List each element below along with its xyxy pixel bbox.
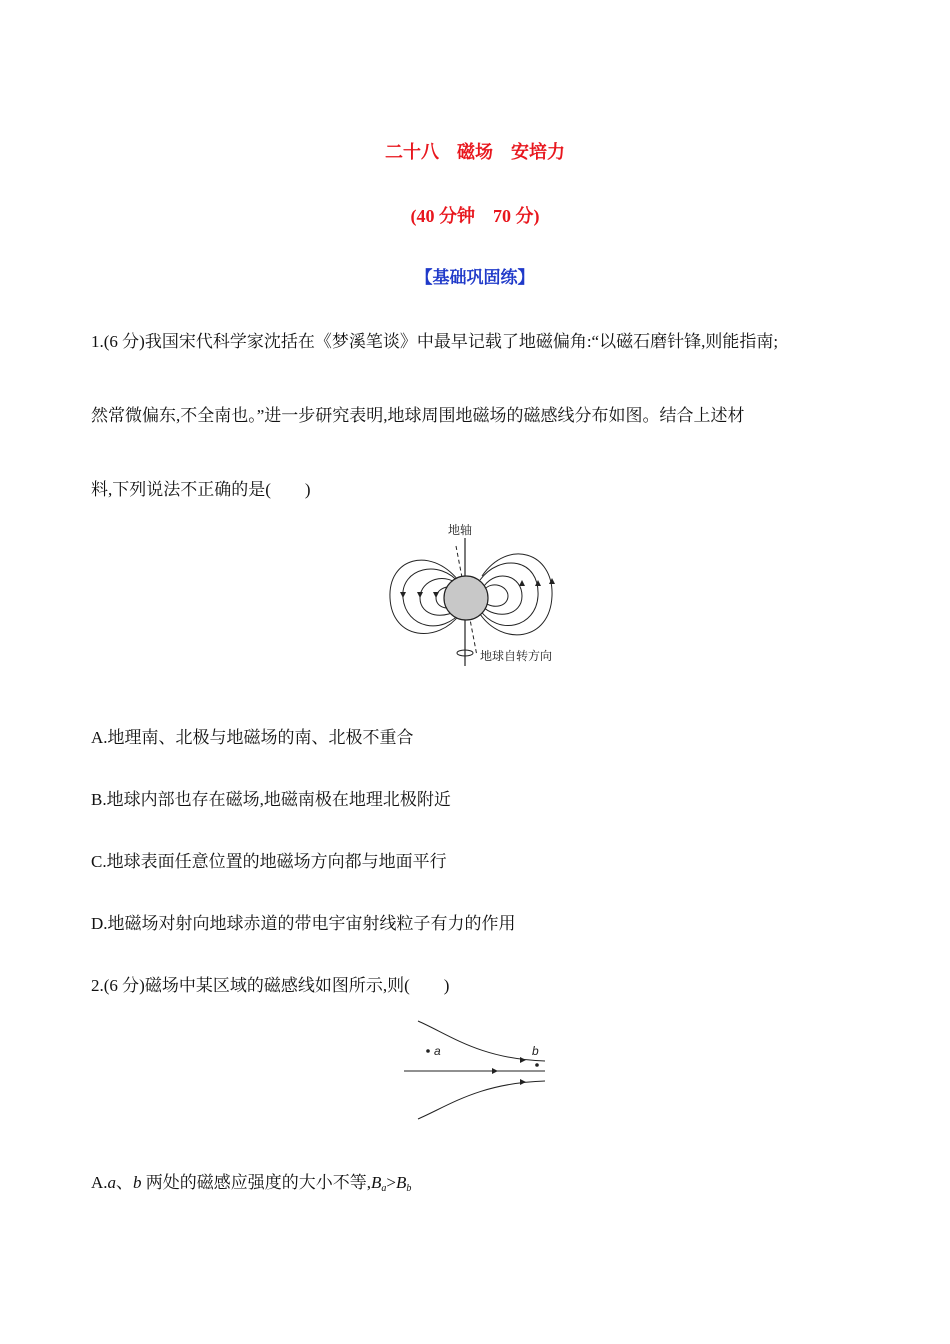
point-a-label: a [434,1044,441,1058]
earth-magnetic-field-figure [380,518,580,673]
option-prefix: A. [91,1173,108,1192]
q1-stem-line-1: 1.(6 分)我国宋代科学家沈括在《梦溪笔谈》中最早记载了地磁偏角:“以磁石磨针锋,则能指南; [91,332,779,351]
q2-stem: 2.(6 分)磁场中某区域的磁感线如图所示,则( ) [91,976,450,995]
separator: 、 [116,1173,134,1192]
q1-option-d: D.地磁场对射向地球赤道的带电宇宙射线粒子有力的作用 [91,914,516,933]
q1-stem-line-3: 料,下列说法不正确的是( ) [91,480,311,499]
time-score-subtitle: (40 分钟 70 分) [410,206,540,226]
symbol-b1: B [371,1173,382,1192]
greater-than: > [386,1173,397,1192]
section-heading: 【基础巩固练】 [415,268,535,287]
q1-option-a: A.地理南、北极与地磁场的南、北极不重合 [91,728,414,747]
var-b: b [133,1173,142,1192]
symbol-b2: B [396,1173,407,1192]
subscript-a: a [381,1183,387,1194]
option-text: 两处的磁感应强度的大小不等, [141,1173,372,1192]
field-lines-figure [400,1015,552,1123]
q2-option-a [91,1168,411,1194]
point-b-label: b [532,1044,539,1058]
q1-option-b: B.地球内部也存在磁场,地磁南极在地理北极附近 [91,790,451,809]
rotation-label: 地球自转方向 [480,649,553,663]
page-title: 二十八 磁场 安培力 [385,142,565,162]
var-a: a [107,1173,117,1192]
q1-stem-line-2: 然常微偏东,不全南也。”进一步研究表明,地球周围地磁场的磁感线分布如图。结合上述材 [91,406,745,425]
subscript-b: b [406,1183,412,1194]
axis-label: 地轴 [448,523,473,537]
q1-option-c: C.地球表面任意位置的地磁场方向都与地面平行 [91,852,447,871]
